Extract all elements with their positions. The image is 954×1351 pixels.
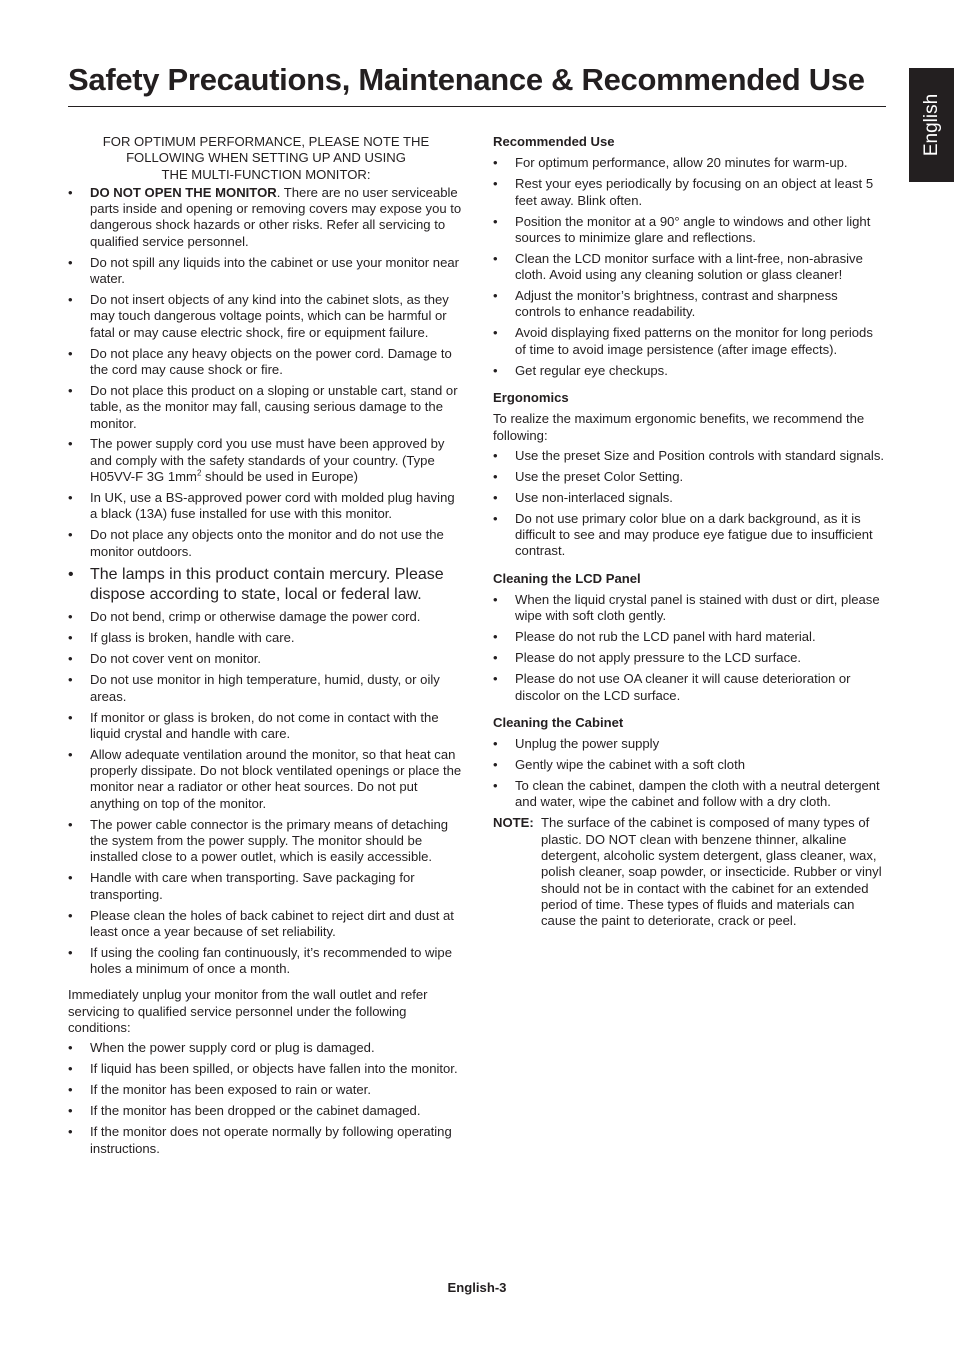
cabinet-cleaning-list: [493, 736, 887, 811]
list-item-text: should be used in Europe): [201, 469, 358, 485]
list-item: • Avoid displaying fixed patterns on the monitor for long periods of time to avoid image persistence (after image effects).: [493, 325, 887, 358]
unplug-list: [68, 1040, 464, 1157]
list-item: • Clean the LCD monitor surface with a lint-free, non-abrasive cloth. Avoid using any cleaning solution or glass cleaner!: [493, 251, 887, 284]
list-item: • Adjust the monitor’s brightness, contrast and sharpness controls to enhance readability.: [493, 288, 887, 321]
section-heading-cleaning-cabinet: Cleaning the Cabinet: [493, 714, 624, 730]
page-number: English-3: [447, 1280, 507, 1295]
right-column: [493, 134, 887, 929]
language-tab-label: English: [920, 93, 942, 157]
intro-line: THE MULTI-FUNCTION MONITOR:: [161, 166, 371, 182]
language-tab: [909, 68, 954, 182]
list-item: • Please do not apply pressure to the LCD surface.: [493, 650, 887, 666]
intro-line: FOLLOWING WHEN SETTING UP AND USING: [126, 150, 406, 166]
list-item: • When the liquid crystal panel is stained with dust or dirt, please wipe with soft cloth gently.: [493, 592, 887, 625]
list-item: [68, 185, 464, 250]
mercury-warning: • The lamps in this product contain mercury. Please dispose according to state, local or federal law.: [68, 565, 464, 605]
title-rule: [68, 106, 886, 107]
list-item: • Do not cover vent on monitor.: [68, 651, 464, 667]
list-item: • Do not spill any liquids into the cabinet or use your monitor near water.: [68, 255, 464, 288]
safety-list: [68, 185, 464, 978]
list-item: • If using the cooling fan continuously, it’s recommended to wipe holes a minimum of once a month.: [68, 945, 464, 978]
list-item: • Please clean the holes of back cabinet to reject dirt and dust at least once a year because of set reliability.: [68, 908, 464, 941]
list-item: • Do not insert objects of any kind into the cabinet slots, as they may touch dangerous voltage points, which can be harmful or fatal or may cause electric shock, fire or equipment failure.: [68, 292, 464, 341]
list-item: • Do not use monitor in high temperature, humid, dusty, or oily areas.: [68, 672, 464, 705]
list-item: • If the monitor has been dropped or the cabinet damaged.: [68, 1103, 464, 1119]
list-item: • If liquid has been spilled, or objects have fallen into the monitor.: [68, 1061, 464, 1077]
list-item: • Use non-interlaced signals.: [493, 490, 887, 506]
list-item: • Do not place any objects onto the monitor and do not use the monitor outdoors.: [68, 527, 464, 560]
do-not-open-warning: DO NOT OPEN THE MONITOR: [90, 184, 277, 200]
list-item: • To clean the cabinet, dampen the cloth with a neutral detergent and water, wipe the cabinet and follow with a dry cloth.: [493, 778, 887, 811]
list-item: • Get regular eye checkups.: [493, 363, 887, 379]
list-item: • Do not bend, crimp or otherwise damage the power cord.: [68, 609, 464, 625]
list-item: • If monitor or glass is broken, do not come in contact with the liquid crystal and handle with care.: [68, 710, 464, 743]
list-item: • For optimum performance, allow 20 minutes for warm-up.: [493, 155, 887, 171]
list-item: • In UK, use a BS-approved power cord with molded plug having a black (13A) fuse installed for use with this monitor.: [68, 490, 464, 523]
note-label: NOTE:: [493, 815, 534, 831]
page-title: Safety Precautions, Maintenance & Recommended Use: [68, 62, 865, 97]
section-heading-ergonomics: Ergonomics: [493, 389, 569, 405]
ergonomics-intro: To realize the maximum ergonomic benefits, we recommend the following:: [493, 411, 865, 443]
recommended-list: [493, 155, 887, 379]
intro-line: FOR OPTIMUM PERFORMANCE, PLEASE NOTE THE: [102, 134, 430, 149]
list-item: • Do not place this product on a sloping or unstable cart, stand or table, as the monitor may fall, causing serious damage to the monitor.: [68, 383, 464, 432]
superscript: 2: [196, 468, 202, 478]
list-item: • Please do not use OA cleaner it will cause deterioration or discolor on the LCD surface.: [493, 671, 887, 704]
list-item: • Do not use primary color blue on a dark background, as it is difficult to see and may produce eye fatigue due to insufficient contrast.: [493, 511, 887, 560]
list-item: • Do not place any heavy objects on the power cord. Damage to the cord may cause shock or fire.: [68, 346, 464, 379]
note-text: The surface of the cabinet is composed of many types of plastic. DO NOT clean with benzene thinner, alkaline detergent, alcoholic system detergent, glass cleaner, wax, polish cleaner, soap powder, or insecticide. Rubber or vinyl should not be in contact with the cabinet for an extended period of time. These types of fluids and materials can cause the paint to deteriorate, crack or peel.: [541, 815, 882, 929]
list-item-text: . There are no user serviceable parts inside and opening or removing covers may expose you to dangerous shock hazards or other risks. Refer all servicing to qualified service personnel.: [90, 184, 462, 249]
list-item: • Handle with care when transporting. Save packaging for transporting.: [68, 870, 464, 903]
section-heading-cleaning-lcd: Cleaning the LCD Panel: [493, 570, 641, 586]
list-item: • Please do not rub the LCD panel with hard material.: [493, 629, 887, 645]
ergonomics-list: [493, 448, 887, 560]
list-item: • Rest your eyes periodically by focusing on an object at least 5 feet away. Blink often.: [493, 176, 887, 209]
list-item: • The power cable connector is the primary means of detaching the system from the power supply. The monitor should be installed close to a power outlet, which is easily accessible.: [68, 817, 464, 866]
section-heading-recommended-use: Recommended Use: [493, 134, 615, 149]
intro-heading: [68, 134, 464, 183]
list-item: • If the monitor has been exposed to rain or water.: [68, 1082, 464, 1098]
list-item: • Unplug the power supply: [493, 736, 887, 752]
unplug-intro: Immediately unplug your monitor from the wall outlet and refer servicing to qualified service personnel under the following conditions:: [68, 987, 428, 1036]
list-item: • If the monitor does not operate normally by following operating instructions.: [68, 1124, 464, 1157]
list-item: • Gently wipe the cabinet with a soft cloth: [493, 757, 887, 773]
lcd-cleaning-list: [493, 592, 887, 704]
list-item: [68, 436, 464, 485]
list-item: • Allow adequate ventilation around the monitor, so that heat can properly dissipate. Do not block ventilated openings or place the monitor near a radiator or other heat sources. Do not put anything on top of the monitor.: [68, 747, 464, 812]
list-item: • Use the preset Color Setting.: [493, 469, 887, 485]
list-item: • If glass is broken, handle with care.: [68, 630, 464, 646]
cabinet-note: [493, 815, 887, 929]
list-item: • When the power supply cord or plug is damaged.: [68, 1040, 464, 1056]
list-item: • Use the preset Size and Position controls with standard signals.: [493, 448, 887, 464]
list-item-text: The power supply cord you use must have been approved by and comply with the safety standards of your country. (Type H05VV-F 3G 1mm: [90, 436, 445, 485]
left-column: [68, 134, 464, 1162]
list-item: • Position the monitor at a 90° angle to windows and other light sources to minimize glare and reflections.: [493, 214, 887, 247]
